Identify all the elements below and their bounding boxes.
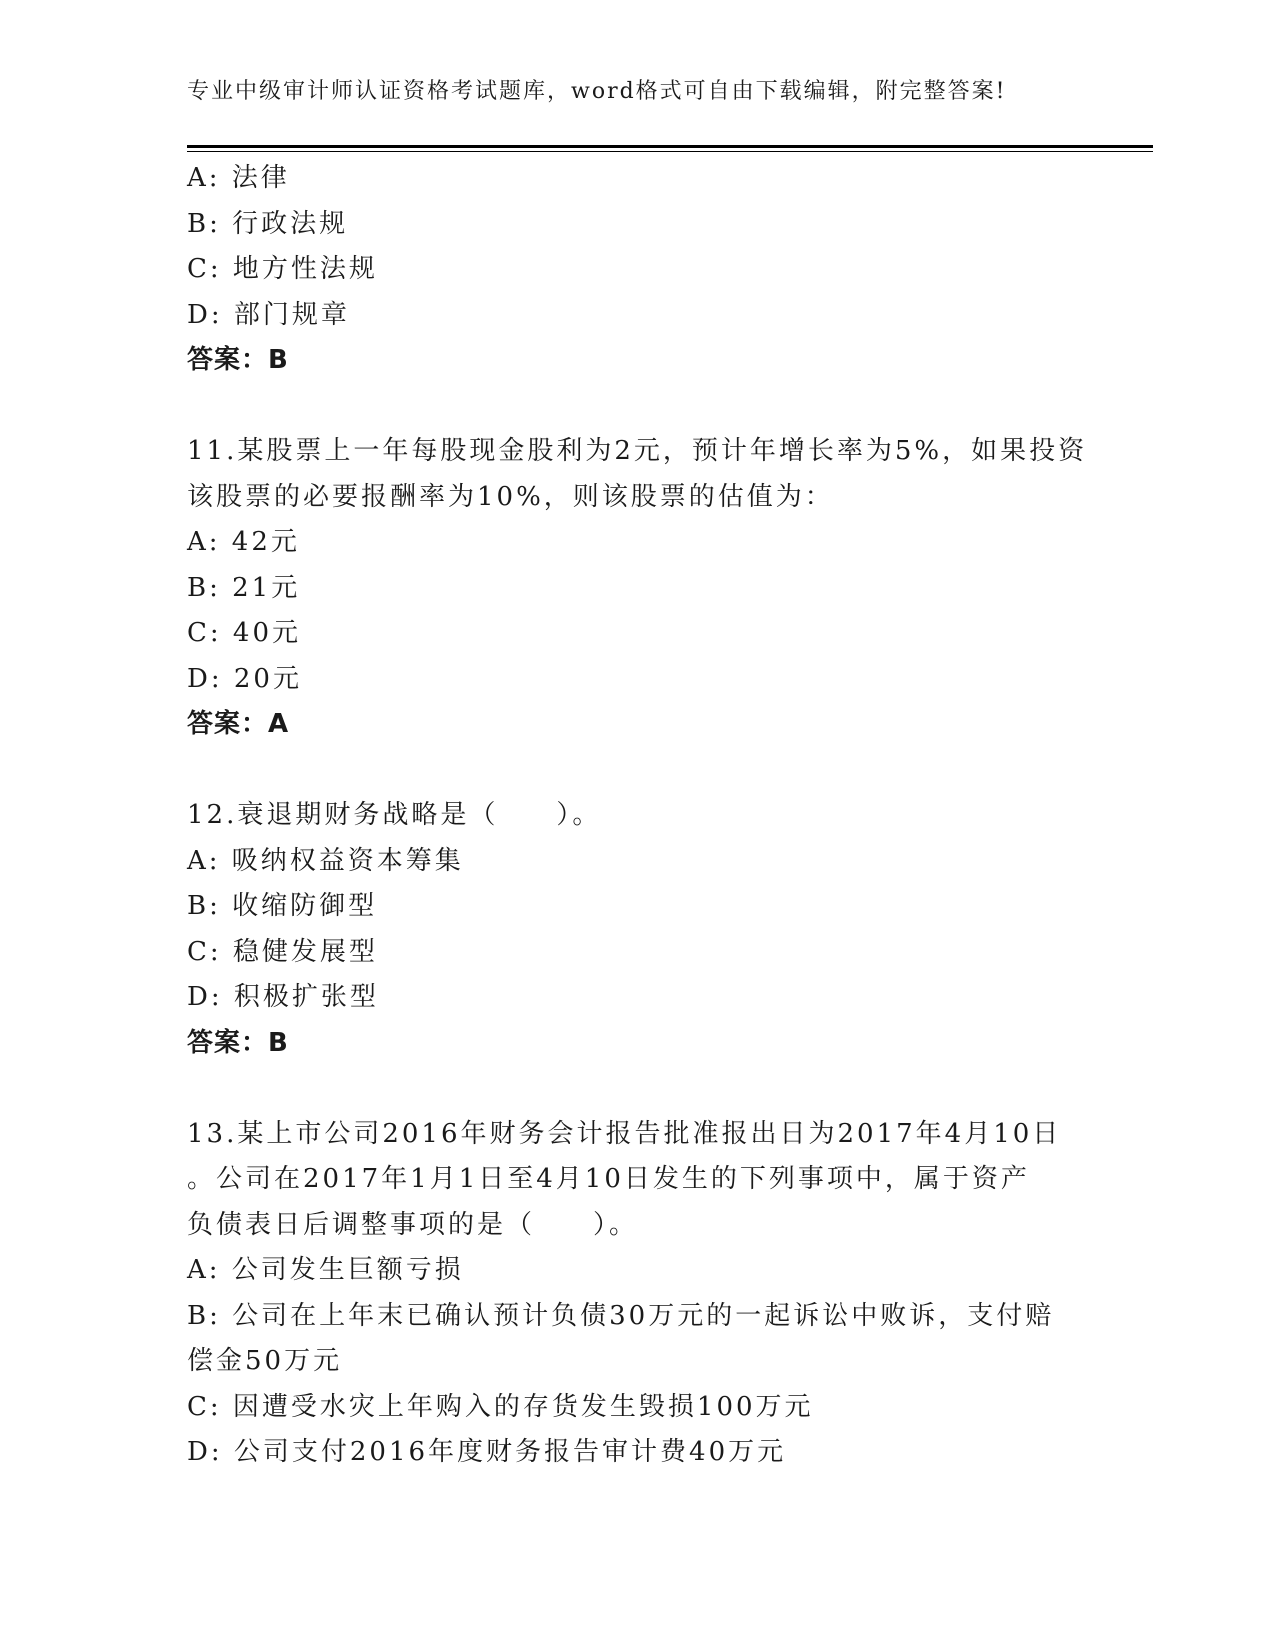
q13-option-b: B: 公司在上年末已确认预计负债30万元的一起诉讼中败诉，支付赔 xyxy=(187,1300,1055,1331)
q12-option-a: A: 吸纳权益资本筹集 xyxy=(187,845,464,876)
q11-option-c: C: 40元 xyxy=(187,618,302,648)
q10-option-c: C: 地方性法规 xyxy=(187,254,378,284)
header-rule-thin xyxy=(187,151,1153,152)
spacer xyxy=(187,1066,1087,1112)
q10-option-b: B: 行政法规 xyxy=(187,208,349,239)
q11-option-b: B: 21元 xyxy=(187,572,301,603)
q13-option-d: D: 公司支付2016年度财务报告审计费40万元 xyxy=(187,1437,787,1467)
question-content xyxy=(187,156,1087,1476)
header-rule-thick xyxy=(187,145,1153,148)
q13-option-b-cont: 偿金50万元 xyxy=(187,1346,343,1376)
q11-option-d: D: 20元 xyxy=(187,663,302,694)
spacer xyxy=(187,748,1087,794)
q12-option-d: D: 积极扩张型 xyxy=(187,982,379,1012)
q12-option-c: C: 稳健发展型 xyxy=(187,936,378,967)
q10-option-d: D: 部门规章 xyxy=(187,299,350,330)
q12-answer: 答案：B xyxy=(187,1027,289,1058)
q12-option-b: B: 收缩防御型 xyxy=(187,891,378,921)
q11-stem-line-1: 11.某股票上一年每股现金股利为2元，预计年增长率为5%，如果投资 xyxy=(187,436,1088,466)
q13-option-a: A: 公司发生巨额亏损 xyxy=(187,1255,464,1285)
q13-stem-line-3: 负债表日后调整事项的是（ ）。 xyxy=(187,1209,639,1240)
q12-stem-line-1: 12.衰退期财务战略是（ ）。 xyxy=(187,800,602,830)
q11-answer: 答案：A xyxy=(187,709,290,739)
page-header: 专业中级审计师认证资格考试题库，word格式可自由下载编辑，附完整答案! xyxy=(187,79,1007,104)
q11-stem-line-2: 该股票的必要报酬率为10%，则该股票的估值为： xyxy=(187,481,834,512)
q13-stem-line-1: 13.某上市公司2016年财务会计报告批准报出日为2017年4月10日 xyxy=(187,1118,1062,1149)
spacer xyxy=(187,384,1087,430)
q13-option-c: C: 因遭受水灾上年购入的存货发生毁损100万元 xyxy=(187,1391,814,1422)
q10-option-a: A: 法律 xyxy=(187,163,290,193)
q11-option-a: A: 42元 xyxy=(187,527,300,557)
q10-answer: 答案：B xyxy=(187,345,289,375)
q13-stem-line-2: 。公司在2017年1月1日至4月10日发生的下列事项中，属于资产 xyxy=(187,1164,1030,1194)
